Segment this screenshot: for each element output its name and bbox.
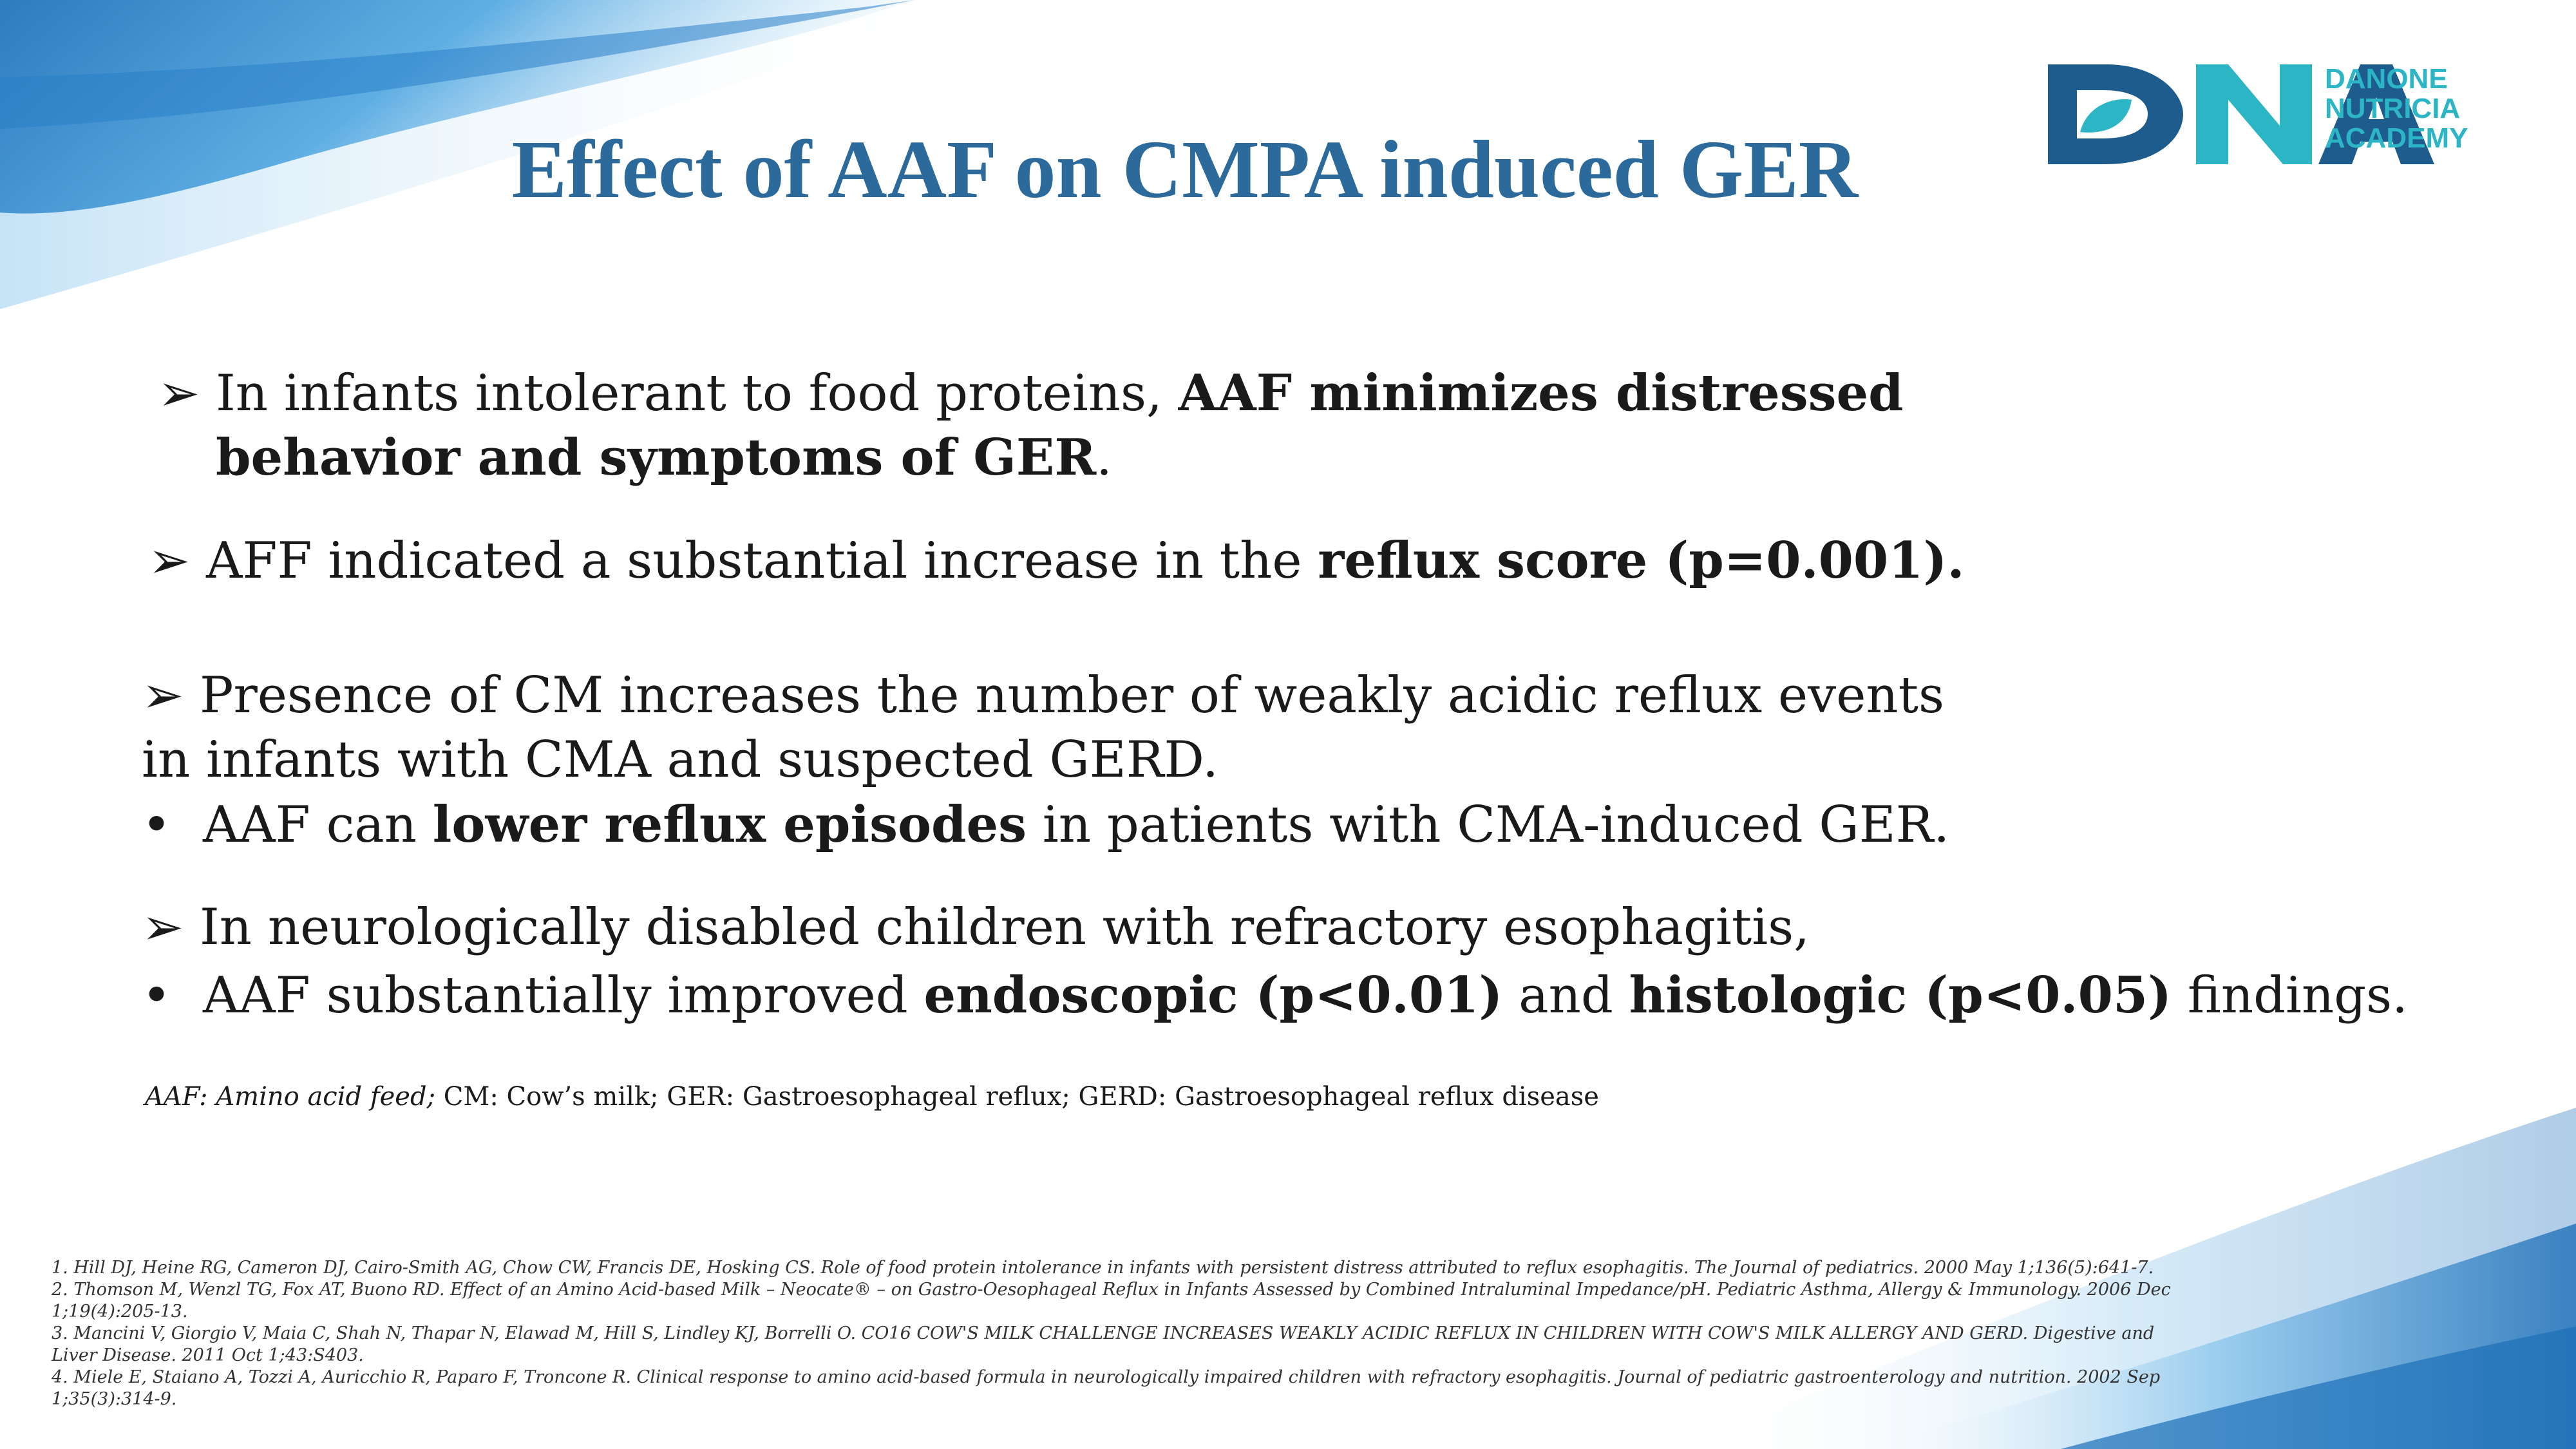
abbreviations-note: AAF: Amino acid feed; CM: Cow’s milk; GER: Gastroesophageal reflux; GERD: Gastroesophageal reflux disease bbox=[145, 1082, 1599, 1112]
reference-3: 3. Mancini V, Giorgio V, Maia C, Shah N, Thapar N, Elawad M, Hill S, Lindley KJ, Borrelli O. CO16 COW'S MILK CHALLENGE INCREASES WEAKLY ACIDIC REFLUX IN CHILDREN WITH COW'S MILK ALLERGY AND GERD. Digestive and Liver Disease. 2011 Oct 1;43:S403. bbox=[52, 1323, 2155, 1365]
bullet-3-line-2: in infants with CMA and suspected GERD. bbox=[142, 731, 1218, 789]
logo-letter-n bbox=[2196, 64, 2312, 164]
arrow-bullet-icon: ➢ bbox=[142, 667, 184, 724]
arrow-bullet-icon: ➢ bbox=[142, 898, 184, 956]
round-bullet-icon: • bbox=[142, 967, 172, 1025]
logo-leaf-icon bbox=[2080, 99, 2132, 133]
reference-4: 4. Miele E, Staiano A, Tozzi A, Auricchio R, Paparo F, Troncone R. Clinical response to amino acid-based formula in neurologically impaired children with refractory esophagitis. Journal of pediatric gastroenterology and nutrition. 2002 Sep 1;35(3):314-9. bbox=[52, 1367, 2161, 1409]
reference-2: 2. Thomson M, Wenzl TG, Fox AT, Buono RD. Effect of an Amino Acid-based Milk – Neocate® – on Gastro-Oesophageal Reflux in Infants Assessed by Combined Intraluminal Impedance/pH. Pediatric Asthma, Allergy & Immunology. 2006 Dec 1;19(4):205-13. bbox=[52, 1280, 2171, 1321]
slide-title: Effect of AAF on CMPA induced GER bbox=[511, 124, 1859, 215]
bullet-2: ➢ AFF indicated a substantial increase in the reflux score (p=0.001). bbox=[148, 531, 1965, 590]
logo-wordmark bbox=[2325, 64, 2468, 153]
references bbox=[52, 1257, 2202, 1410]
arrow-bullet-icon: ➢ bbox=[148, 532, 191, 590]
round-bullet-icon: • bbox=[142, 796, 172, 854]
bullet-3-line-1: ➢ Presence of CM increases the number of weakly acidic reflux events bbox=[142, 667, 1945, 724]
logo-word-nutricia: NUTRICIA bbox=[2325, 93, 2461, 124]
bullet-3-sub: • AAF can lower reflux episodes in patients with CMA-induced GER. bbox=[142, 795, 1950, 854]
arrow-bullet-icon: ➢ bbox=[158, 365, 200, 422]
bullet-4: ➢ In neurologically disabled children with refractory esophagitis, bbox=[142, 898, 1810, 956]
bullet-1-line-2: behavior and symptoms of GER. bbox=[216, 428, 1112, 487]
reference-1: 1. Hill DJ, Heine RG, Cameron DJ, Cairo-Smith AG, Chow CW, Francis DE, Hosking CS. Role of food protein intolerance in infants with persistent distress attributed to reflux esophagitis. The Journal of pediatrics. 2000 May 1;136(5):641-7. bbox=[52, 1258, 2154, 1278]
bullet-4-sub: • AAF substantially improved endoscopic (p<0.01) and histologic (p<0.05) findings. bbox=[142, 966, 2408, 1025]
logo-word-academy: ACADEMY bbox=[2325, 122, 2468, 154]
bullet-1-line-1: ➢ In infants intolerant to food proteins, AAF minimizes distressed bbox=[158, 364, 1904, 422]
logo-word-danone: DANONE bbox=[2325, 63, 2448, 95]
